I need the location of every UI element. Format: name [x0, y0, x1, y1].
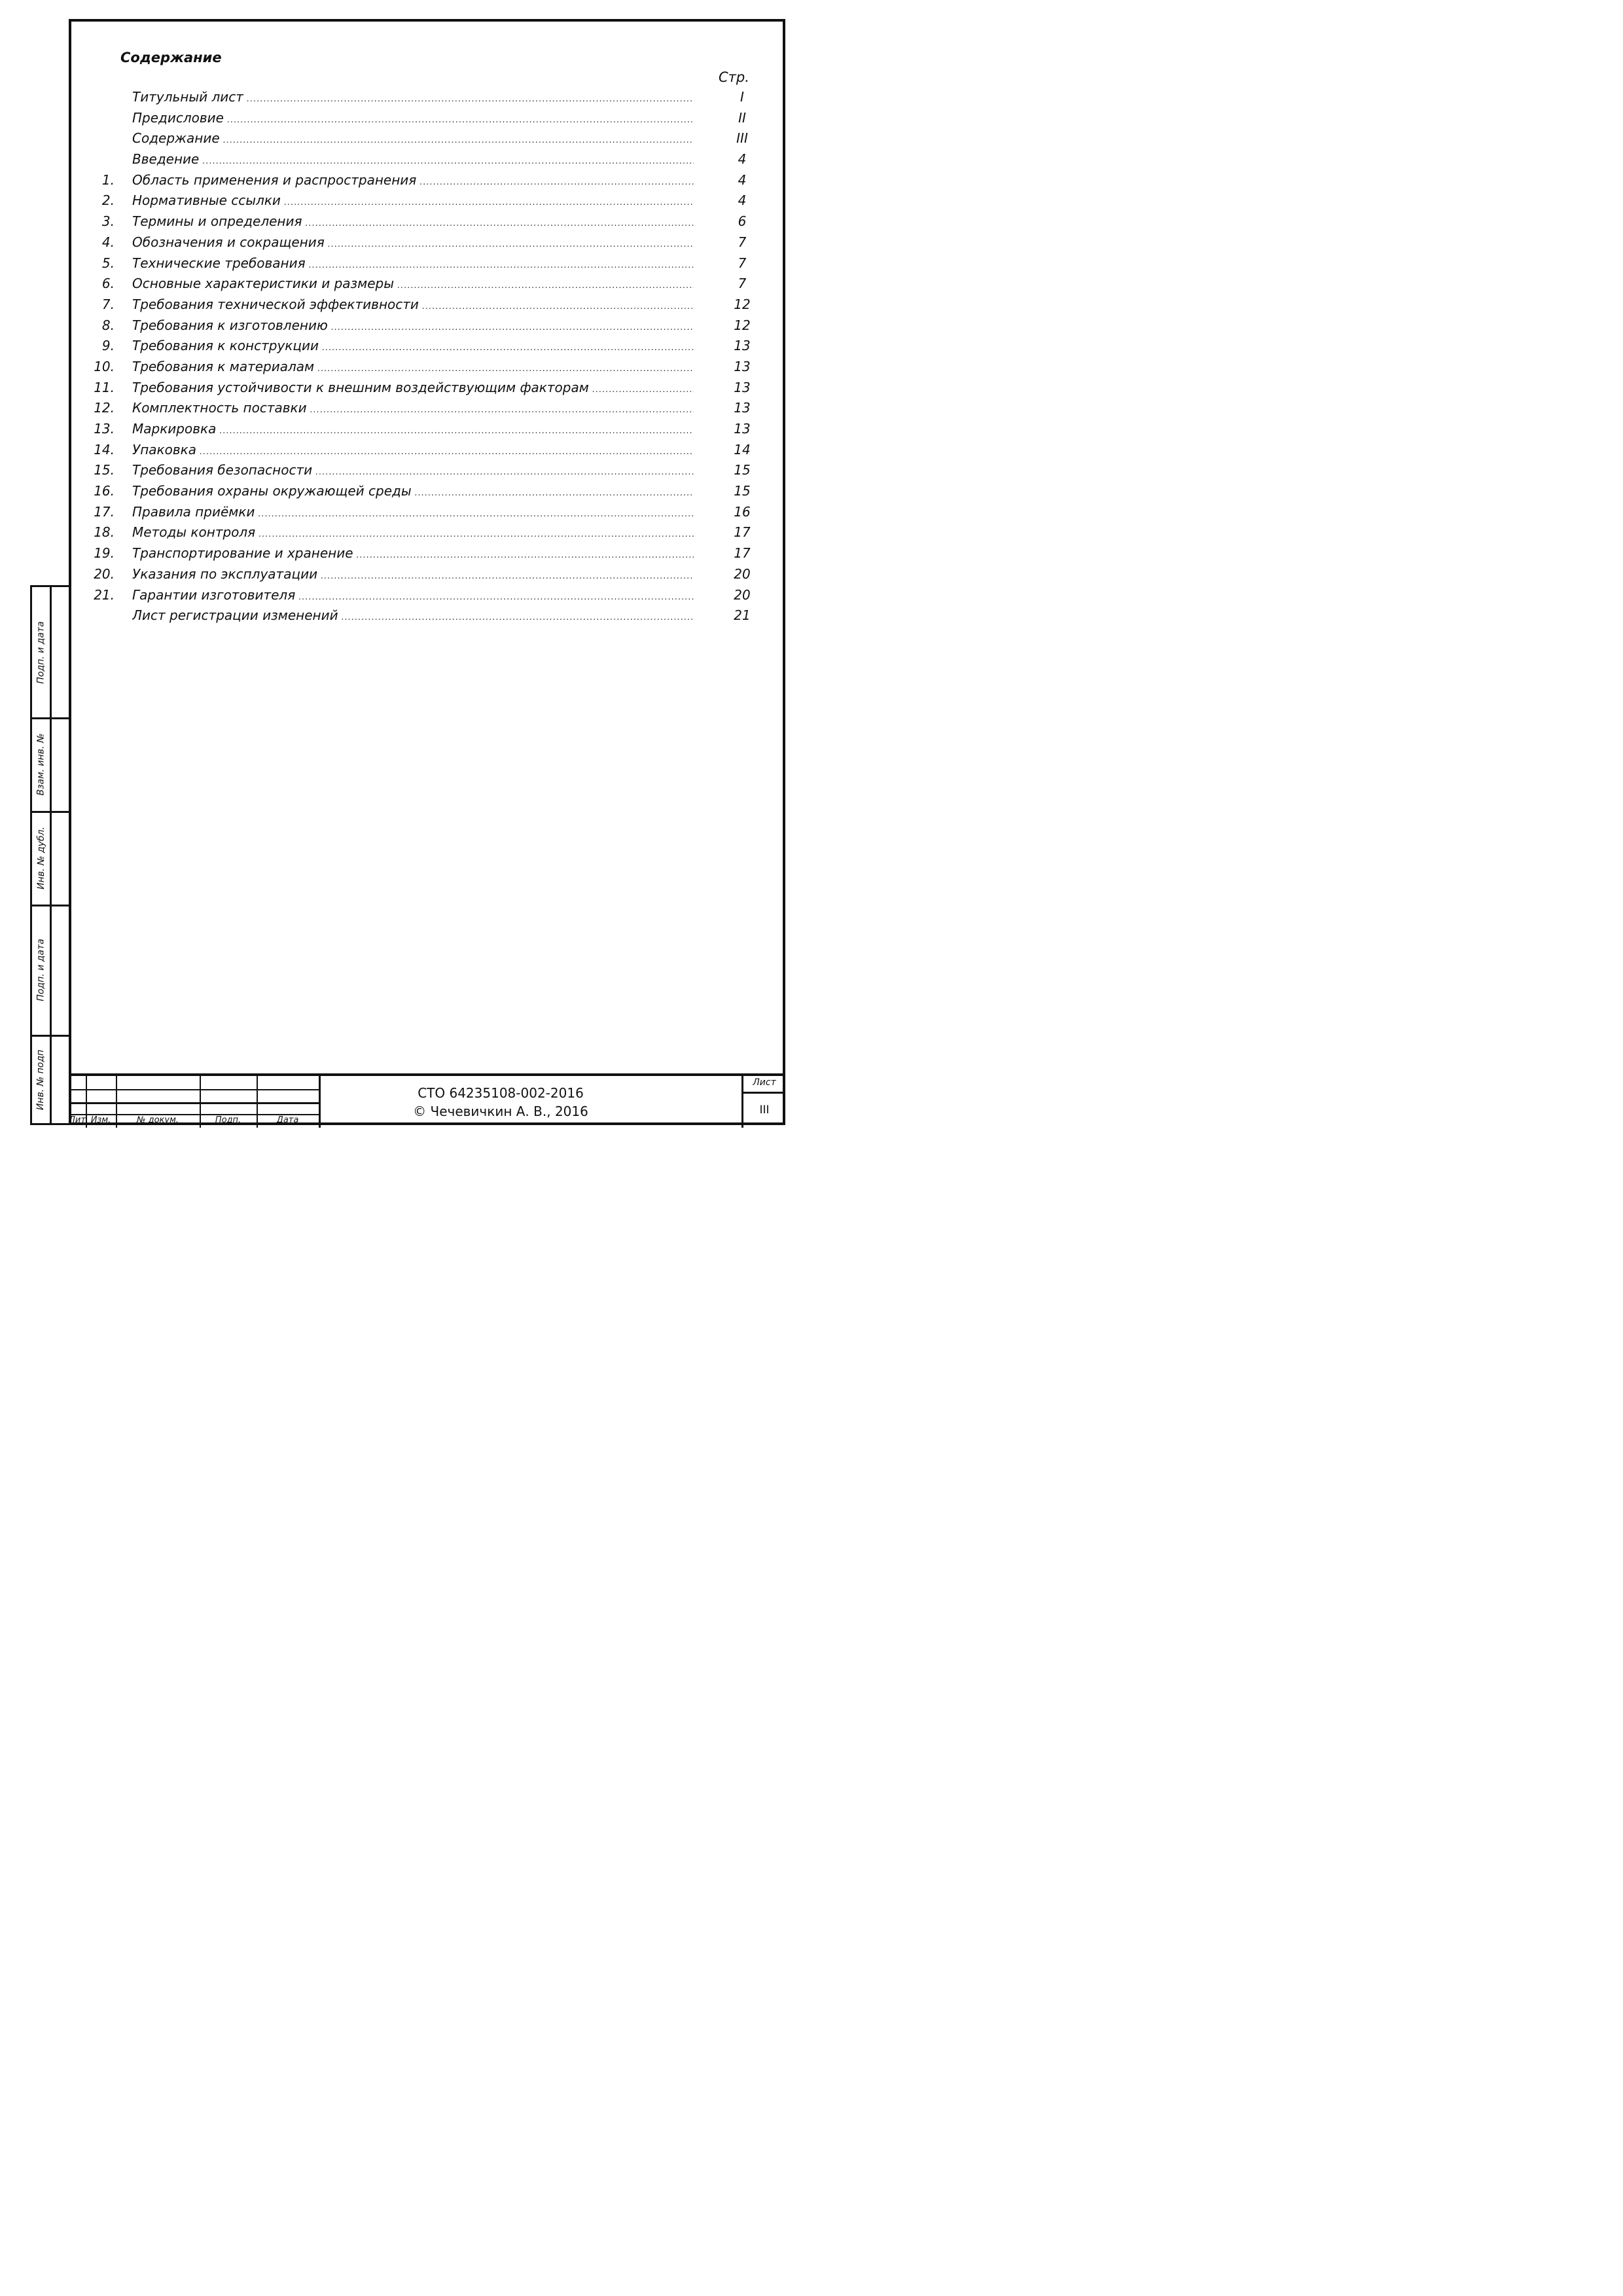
toc-entry-title: Указания по эксплуатации .....	[132, 566, 694, 582]
toc-entry	[92, 110, 746, 131]
toc-entry	[92, 545, 751, 566]
toc-entry	[92, 462, 751, 483]
toc-entry-title: Требования к конструкции .....	[132, 338, 694, 353]
toc-entry-title: Нормативные ссылки .....	[132, 192, 694, 208]
toc-entry	[92, 483, 751, 504]
toc-entry-number: 2.	[101, 192, 115, 209]
side-label-sign-date: Подп. и дата	[35, 620, 46, 684]
toc-entry-title: Область применения и распространения .....	[132, 172, 694, 188]
toc-entry-number: 9.	[101, 338, 115, 354]
toc-entry-number: 13.	[94, 421, 115, 437]
toc-entry-title: Требования к изготовлению .....	[132, 317, 694, 333]
side-label-replace-inv: Взам. инв. №	[35, 732, 46, 796]
toc-entry-page: 13	[734, 379, 751, 395]
toc-entry	[92, 151, 746, 172]
tb-line	[741, 1076, 743, 1128]
toc-entry-page: I	[740, 89, 744, 105]
tb-col-izm: Изм.	[90, 1115, 111, 1125]
toc-entry	[92, 213, 746, 234]
toc-entry-title: Обозначения и сокращения .....	[132, 234, 694, 250]
toc-entry-page: 4	[738, 171, 747, 188]
toc-entry	[92, 421, 751, 442]
sheet-number: III	[759, 1103, 770, 1117]
toc-entry	[92, 276, 746, 296]
toc-entry-title: Лист регистрации изменений .....	[132, 607, 694, 623]
toc-entry	[92, 400, 751, 421]
toc-entry-page: 14	[734, 441, 751, 457]
tb-col-doc-no: № докум.	[136, 1115, 179, 1125]
toc-entry-number: 14.	[94, 441, 115, 457]
toc-entry-number: 12.	[94, 400, 115, 416]
toc-entry-page: 7	[738, 234, 747, 250]
toc-entry-page: 12	[734, 296, 751, 312]
toc-entry-title: Правила приёмки .....	[132, 504, 694, 520]
toc-entry-page: 17	[734, 545, 751, 562]
table-of-contents	[92, 89, 751, 628]
toc-entry	[92, 565, 751, 587]
toc-entry-page: 6	[738, 213, 747, 230]
toc-entry-page: 17	[734, 524, 751, 541]
toc-entry-page: 15	[734, 462, 751, 478]
toc-entry	[92, 358, 751, 380]
tb-col-lit: Лит	[69, 1115, 86, 1125]
side-label-dup-inv: Инв. № дубл.	[35, 826, 46, 889]
toc-entry	[92, 524, 751, 545]
toc-entry	[92, 503, 751, 525]
toc-entry-title: Требования безопасности .....	[132, 462, 694, 478]
sheet-label: Лист	[753, 1077, 776, 1088]
toc-entry-title: Упаковка .....	[132, 442, 694, 457]
toc-entry-title: Требования технической эффективности .....	[132, 296, 694, 312]
side-stamp-divider	[50, 587, 52, 1123]
toc-entry	[92, 89, 746, 110]
tb-col-sign: Подп.	[215, 1115, 241, 1125]
toc-entry-number: 16.	[94, 483, 115, 499]
toc-entry-page: 4	[738, 151, 747, 168]
toc-entry-title: Транспортирование и хранение .....	[132, 545, 694, 561]
toc-entry-number: 18.	[94, 524, 115, 541]
toc-entry-title: Технические требования .....	[132, 255, 694, 271]
toc-entry-title: Введение .....	[132, 151, 694, 167]
toc-entry-number: 21.	[94, 586, 115, 603]
toc-entry-page: 15	[734, 483, 751, 499]
toc-entry-title: Требования охраны окружающей среды .....	[132, 483, 694, 499]
toc-entry-number: 6.	[101, 276, 115, 292]
toc-entry-title: Маркировка .....	[132, 421, 694, 437]
toc-entry-number: 4.	[101, 234, 115, 250]
toc-entry-number: 17.	[94, 503, 115, 520]
toc-entry-number: 3.	[101, 213, 115, 230]
title-block	[69, 1073, 785, 1125]
side-stamp	[30, 585, 69, 1125]
toc-entry	[92, 172, 746, 193]
tb-line	[741, 1092, 785, 1094]
toc-entry-title: Гарантии изготовителя .....	[132, 587, 694, 603]
toc-entry	[92, 192, 746, 213]
toc-entry	[92, 607, 751, 628]
toc-entry-page: 13	[734, 421, 751, 437]
toc-entry-page: 21	[734, 607, 751, 624]
toc-entry-number: 7.	[101, 296, 115, 312]
toc-entry	[92, 586, 751, 608]
toc-entry-title: Титульный лист .....	[132, 89, 694, 105]
toc-entry	[92, 296, 751, 317]
toc-entry-number: 5.	[101, 255, 115, 271]
toc-entry-page: 4	[738, 192, 747, 209]
toc-entry-page: 20	[734, 586, 751, 603]
toc-entry	[92, 317, 751, 338]
toc-entry-number: 20.	[94, 565, 115, 582]
toc-entry	[92, 379, 751, 401]
toc-entry-title: Методы контроля .....	[132, 524, 694, 540]
side-label-orig-inv: Инв. № подп	[35, 1049, 46, 1111]
toc-entry-title: Содержание .....	[132, 130, 694, 146]
toc-entry-number: 15.	[94, 462, 115, 478]
toc-entry-number: 1.	[101, 171, 115, 188]
tb-line	[319, 1076, 321, 1128]
toc-entry-title: Требования к материалам .....	[132, 359, 694, 374]
toc-entry-number: 8.	[101, 317, 115, 333]
toc-entry-page: 12	[734, 317, 751, 333]
tb-col-date: Дата	[276, 1115, 299, 1125]
page-column-label: Стр.	[719, 69, 749, 85]
toc-entry-page: 20	[734, 565, 751, 582]
toc-entry	[92, 234, 746, 255]
toc-entry-title: Основные характеристики и размеры .....	[132, 276, 694, 291]
toc-entry-title: Термины и определения .....	[132, 213, 694, 229]
toc-entry-page: 13	[734, 400, 751, 416]
toc-entry-page: 13	[734, 358, 751, 374]
toc-entry-number: 19.	[94, 545, 115, 562]
tb-line	[69, 1102, 321, 1104]
toc-entry-number: 11.	[94, 379, 115, 395]
toc-entry-title: Комплектность поставки .....	[132, 400, 694, 416]
toc-entry-number: 10.	[94, 358, 115, 374]
toc-entry	[92, 338, 751, 359]
toc-entry-page: 7	[738, 255, 747, 271]
toc-entry-title: Предисловие .....	[132, 110, 694, 126]
toc-entry-title: Требования устойчивости к внешним воздействующим факторам .....	[132, 380, 694, 395]
copyright-line: © Чечевичкин А. В., 2016	[413, 1103, 588, 1119]
toc-entry	[92, 255, 746, 276]
side-label-sign-date-2: Подп. и дата	[35, 938, 46, 1001]
toc-heading: Содержание	[120, 50, 222, 65]
document-code: СТО 64235108-002-2016	[418, 1085, 584, 1101]
toc-entry	[92, 441, 751, 463]
tb-line	[69, 1089, 321, 1090]
toc-entry-page: 16	[734, 503, 751, 520]
toc-entry-page: 7	[738, 276, 747, 292]
toc-entry-page: 13	[734, 338, 751, 354]
toc-entry	[92, 130, 746, 151]
toc-entry-page: II	[738, 109, 746, 126]
toc-entry-page: III	[736, 130, 748, 147]
